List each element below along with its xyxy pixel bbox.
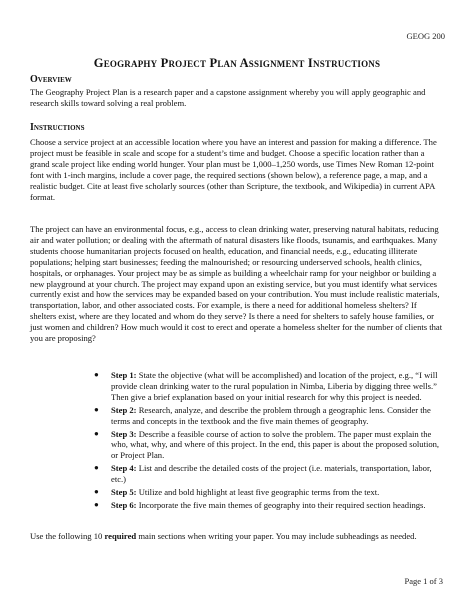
step-label: Step 5: [111,487,137,498]
step-text: State the objective (what will be accomplished) and location of the project, e.g., “I will provide clean drinking water to the rural population in Nimba, Liberia by digging three wells.” Then give a brief explanation based on your initial research for why this project is needed. [111,370,438,402]
steps-list [0,370,474,513]
bullet-icon: ● [94,487,99,497]
instructions-heading: Instructions [30,122,85,133]
step-text: Utilize and bold highlight at least five geographic terms from the text. [138,487,380,498]
bullet-icon: ● [94,404,99,414]
closing-text-start: Use the following 10 [30,531,105,541]
step-text: Describe a feasible course of action to solve the problem. The paper must explain the who, what, why, and where of this project. In the end, this paper is about the proposed solution, or Project Plan. [111,428,440,461]
step-label: Step 4: [111,463,137,474]
overview-paragraph: The Geography Project Plan is a research paper and a capstone assignment whereby you will apply geographic and research skills toward solving a real problem. [30,87,426,108]
closing-text-end: main sections when writing your paper. You may include subheadings as needed. [136,531,417,541]
step-label: Step 2: [111,404,137,415]
required-emphasis: required [104,531,137,541]
step-item [0,429,474,462]
course-code: GEOG 200 [406,31,445,41]
step-item [0,487,474,498]
step-text: List and describe the detailed costs of the project (i.e. materials, transportation, labor, etc.) [111,463,432,485]
bullet-icon: ● [94,499,99,509]
step-label: Step 1: [111,370,137,380]
bullet-icon: ● [94,370,99,379]
page-number: Page 1 of 3 [404,576,443,586]
step-item [0,463,474,485]
step-text: Research, analyze, and describe the problem through a geographic lens. Consider the terms and concepts in the textbook and the five main themes of geography. [111,404,431,426]
document-title: Geography Project Plan Assignment Instructions [93,56,381,70]
closing-paragraph [30,531,443,542]
overview-heading: Overview [30,74,72,85]
step-item [0,370,474,403]
step-label: Step 6: [111,499,137,510]
instructions-paragraph-1: Choose a service project at an accessible location where you have an interest and passion for making a difference. The project must be feasible in scale and scope for a student’s time and budget. Choose a specific location rather than a grand scale project like ending world hunger. Your plan must be 1,000–1,250 words, use Times New Roman 12-point font with 1-inch margins, include a cover page, the required sections (shown below), a reference page, a map, and a realistic budget. Cite at least five scholarly sources (other than Scripture, the textbook, and Wikipedia) in current APA format. [30,137,437,202]
bullet-icon: ● [94,428,99,438]
bullet-icon: ● [94,463,99,473]
step-item [0,405,474,427]
step-text: Incorporate the five main themes of geography into their required section headings. [138,499,426,510]
step-label: Step 3: [111,428,137,439]
instructions-paragraph-2: The project can have an environmental focus, e.g., access to clean drinking water, preserving natural habitats, reducing air and water pollution; or dealing with the aftermath of natural disasters like floods, tsunamis, and earthquakes. Many students choose humanitarian projects focused on health, education, and financial needs, e.g., educating illiterate populations; helping start businesses; feeding the malnourished; or resourcing underserved schools, health clinics, hospitals, or orphanages. Your project may be as simple as building a wheelchair ramp for your neighbor or building a new playground at your church. The project may expand upon an existing service, but you must identify what services currently exist and how the services may be expanded based on your contribution. You must include realistic materials, transportation, labor, and other associated costs. For example, is there a need for additional homeless shelters? If shelters exist, where are they located and whom do they serve? Is there a need for shelters to safely house families, or just women and children? How much would it cost to erect and operate a homeless shelter for the number of clients that you are proposing? [30,224,443,344]
step-item [0,500,474,511]
